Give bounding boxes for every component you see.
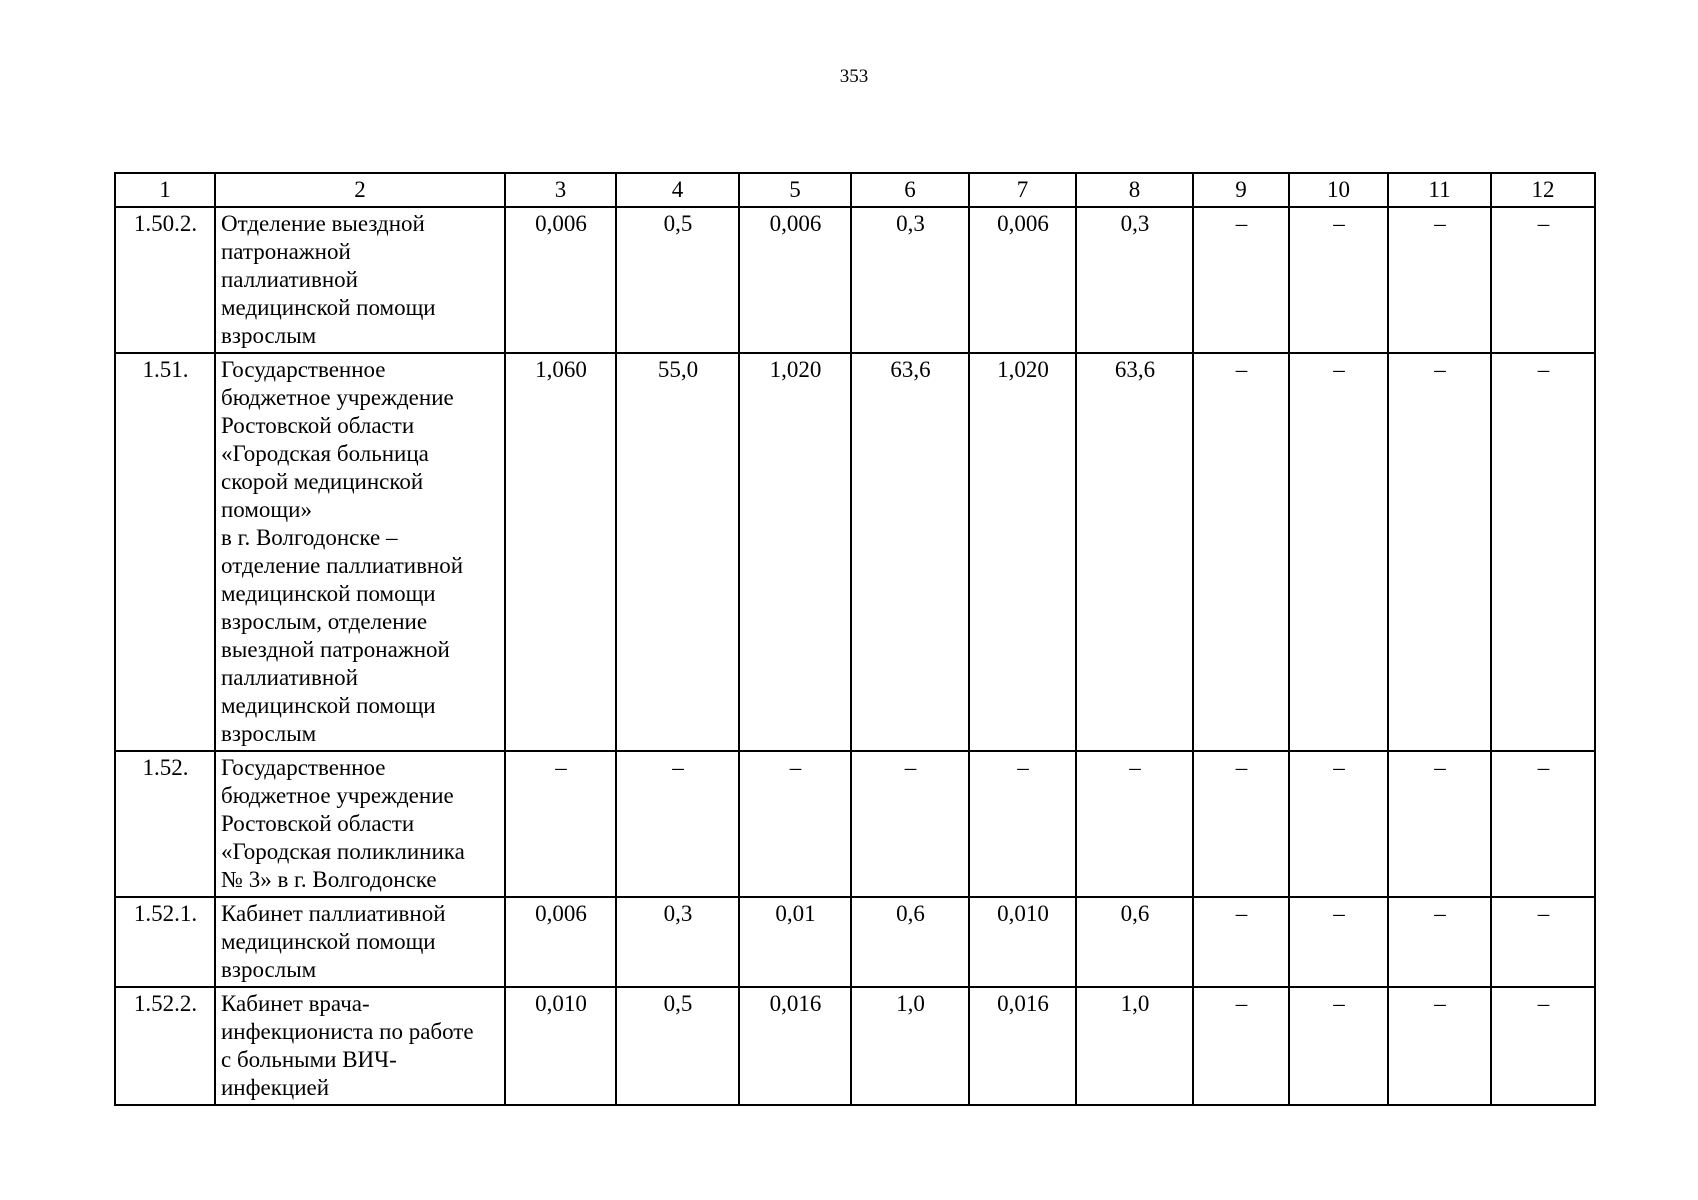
- value-cell: 0,006: [505, 207, 616, 353]
- row-number-cell: 1.51.: [115, 353, 215, 751]
- value-cell: –: [1289, 207, 1388, 353]
- row-number-cell: 1.52.2.: [115, 987, 215, 1105]
- header-cell: 5: [739, 173, 851, 207]
- value-cell: –: [1491, 751, 1595, 897]
- table-row: [115, 987, 1595, 1105]
- header-cell: 6: [851, 173, 969, 207]
- table-body: [115, 173, 1595, 1105]
- value-cell: –: [1193, 897, 1289, 987]
- value-cell: –: [1193, 353, 1289, 751]
- header-cell: 9: [1193, 173, 1289, 207]
- value-cell: 0,5: [616, 207, 739, 353]
- table-row: [115, 353, 1595, 751]
- row-name-cell: Государственное бюджетное учреждение Ростовской области «Городская поликлиника № 3» в г. Волгодонске: [215, 751, 505, 897]
- header-cell: 1: [115, 173, 215, 207]
- table-row: [115, 207, 1595, 353]
- value-cell: 1,0: [1076, 987, 1193, 1105]
- value-cell: 0,006: [739, 207, 851, 353]
- value-cell: –: [1289, 987, 1388, 1105]
- header-cell: 8: [1076, 173, 1193, 207]
- row-number-cell: 1.52.: [115, 751, 215, 897]
- value-cell: –: [1076, 751, 1193, 897]
- table-row: [115, 897, 1595, 987]
- value-cell: 1,020: [969, 353, 1076, 751]
- header-cell: 3: [505, 173, 616, 207]
- value-cell: –: [1491, 987, 1595, 1105]
- table-header-row: [115, 173, 1595, 207]
- value-cell: 63,6: [851, 353, 969, 751]
- value-cell: –: [1388, 897, 1491, 987]
- value-cell: 0,010: [969, 897, 1076, 987]
- header-cell: 2: [215, 173, 505, 207]
- value-cell: –: [1289, 751, 1388, 897]
- value-cell: 0,3: [1076, 207, 1193, 353]
- value-cell: –: [1193, 751, 1289, 897]
- value-cell: 1,0: [851, 987, 969, 1105]
- value-cell: –: [1491, 353, 1595, 751]
- value-cell: –: [739, 751, 851, 897]
- value-cell: –: [1388, 987, 1491, 1105]
- row-name-cell: Отделение выездной патронажной паллиативной медицинской помощи взрослым: [215, 207, 505, 353]
- value-cell: 0,3: [616, 897, 739, 987]
- data-table: [114, 172, 1596, 1106]
- value-cell: 0,01: [739, 897, 851, 987]
- row-name-cell: Кабинет паллиативной медицинской помощи взрослым: [215, 897, 505, 987]
- value-cell: –: [1388, 207, 1491, 353]
- value-cell: –: [1193, 987, 1289, 1105]
- table-row: [115, 751, 1595, 897]
- header-cell: 10: [1289, 173, 1388, 207]
- value-cell: 55,0: [616, 353, 739, 751]
- header-cell: 12: [1491, 173, 1595, 207]
- value-cell: 63,6: [1076, 353, 1193, 751]
- value-cell: –: [1289, 353, 1388, 751]
- header-cell: 4: [616, 173, 739, 207]
- value-cell: 0,3: [851, 207, 969, 353]
- value-cell: 0,016: [739, 987, 851, 1105]
- page-number: 353: [839, 66, 869, 87]
- value-cell: 0,5: [616, 987, 739, 1105]
- value-cell: –: [1388, 751, 1491, 897]
- row-number-cell: 1.50.2.: [115, 207, 215, 353]
- value-cell: 0,6: [1076, 897, 1193, 987]
- value-cell: 1,020: [739, 353, 851, 751]
- value-cell: 0,006: [969, 207, 1076, 353]
- row-name-cell: Кабинет врача- инфекциониста по работе с больными ВИЧ- инфекцией: [215, 987, 505, 1105]
- value-cell: –: [1388, 353, 1491, 751]
- value-cell: 0,010: [505, 987, 616, 1105]
- value-cell: –: [1491, 207, 1595, 353]
- value-cell: 0,6: [851, 897, 969, 987]
- value-cell: –: [969, 751, 1076, 897]
- value-cell: –: [505, 751, 616, 897]
- row-number-cell: 1.52.1.: [115, 897, 215, 987]
- value-cell: –: [616, 751, 739, 897]
- value-cell: –: [851, 751, 969, 897]
- value-cell: 0,006: [505, 897, 616, 987]
- row-name-cell: Государственное бюджетное учреждение Ростовской области «Городская больница скорой медицинской помощи» в г. Волгодонске – отделение паллиативной медицинской помощи взрослым, отделение выездной патронажной паллиативной медицинской помощи взрослым: [215, 353, 505, 751]
- header-cell: 11: [1388, 173, 1491, 207]
- header-cell: 7: [969, 173, 1076, 207]
- value-cell: –: [1193, 207, 1289, 353]
- value-cell: –: [1289, 897, 1388, 987]
- value-cell: 1,060: [505, 353, 616, 751]
- value-cell: 0,016: [969, 987, 1076, 1105]
- value-cell: –: [1491, 897, 1595, 987]
